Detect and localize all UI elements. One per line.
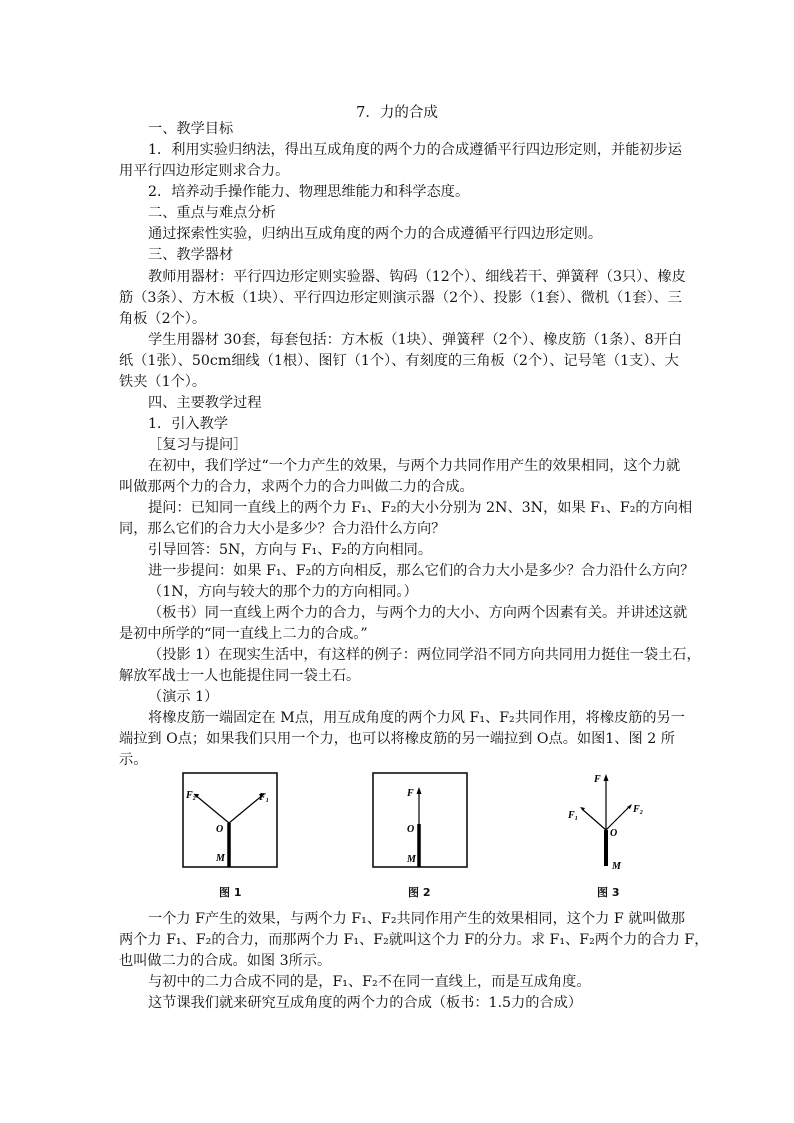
text-line: 四、主要教学过程 xyxy=(148,395,262,411)
label-o: O xyxy=(407,824,415,835)
label-f: F xyxy=(594,774,601,785)
text-line: 这节课我们就来研究互成角度的两个力的合成（板书：1.5力的合成） xyxy=(148,995,583,1011)
text-line: 通过探索性实验，归纳出互成角度的两个力的合成遵循平行四边形定则。 xyxy=(148,226,603,242)
text-line: 二、重点与难点分析 xyxy=(148,205,276,221)
text-line: （1N，方向与较大的那个力的方向相同。） xyxy=(148,584,418,600)
label-o: O xyxy=(610,828,618,839)
label-m: M xyxy=(216,853,225,864)
text-line: 铁夹（1个）。 xyxy=(119,374,207,390)
text-line: 用平行四边形定则求合力。 xyxy=(119,163,290,179)
label-m: M xyxy=(612,861,621,870)
text-line: 1．引入教学 xyxy=(148,416,228,432)
text-line: 也叫做二力的合成。如图 3所示。 xyxy=(119,953,332,969)
text-line: 是初中所学的“同一直线上二力的合成。” xyxy=(119,626,368,642)
figure-3 xyxy=(560,770,660,870)
text-line: （演示 1） xyxy=(148,689,219,705)
text-line: 叫做那两个力的合力，求两个力的合力叫做二力的合成。 xyxy=(119,479,474,495)
label-f2: F₂ xyxy=(186,790,197,801)
figure-3-caption: 图 3 xyxy=(597,886,620,899)
figure-2 xyxy=(370,770,470,870)
text-line: 引导回答：5N，方向与 F₁、F₂的方向相同。 xyxy=(148,542,433,558)
page-title: 7．力的合成 xyxy=(356,105,438,121)
text-line: 将橡皮筋一端固定在 M点，用互成角度的两个力风 F₁、F₂共同作用，将橡皮筋的另一 xyxy=(148,710,685,726)
label-f1: F₁ xyxy=(568,810,579,821)
label-o: O xyxy=(216,824,224,835)
label-f2: F₂ xyxy=(633,804,644,815)
text-line: 角板（2个）。 xyxy=(119,311,207,327)
label-f: F xyxy=(407,788,414,799)
text-line: 与初中的二力合成不同的是，F₁、F₂不在同一直线上，而是互成角度。 xyxy=(148,974,591,990)
text-line: 进一步提问：如果 F₁、F₂的方向相反，那么它们的合力大小是多少？合力沿什么方向？ xyxy=(148,563,695,579)
text-line: 解放军战士一人也能提住同一袋土石。 xyxy=(119,668,361,684)
text-line: 一、教学目标 xyxy=(148,121,234,137)
figure-2-caption: 图 2 xyxy=(408,886,431,899)
figure-1-caption: 图 1 xyxy=(219,886,242,899)
text-line: 两个力 F₁、F₂的合力，而那两个力 F₁、F₂就叫这个力 F的分力。求 F₁、F₂两个力的合力 F， xyxy=(119,932,709,948)
text-line: 一个力 F产生的效果，与两个力 F₁、F₂共同作用产生的效果相同，这个力 F 就叫做那 xyxy=(148,911,685,927)
label-f1: F₁ xyxy=(259,792,270,803)
text-line: 端拉到 O点；如果我们只用一个力，也可以将橡皮筋的另一端拉到 O点。如图1、图 2 所 xyxy=(119,731,675,747)
text-line: 教师用器材：平行四边形定则实验器、钩码（12个）、细线若干、弹簧秤（3只）、橡皮 xyxy=(148,269,686,285)
text-line: 2．培养动手操作能力、物理思维能力和科学态度。 xyxy=(148,184,470,200)
text-line: 1．利用实验归纳法，得出互成角度的两个力的合成遵循平行四边形定则，并能初步运 xyxy=(148,142,682,158)
text-line: 筋（3条）、方木板（1块）、平行四边形定则演示器（2个）、投影（1套）、微机（1套）、三 xyxy=(119,290,682,306)
text-line: （投影 1）在现实生活中，有这样的例子：两位同学沿不同方向共同用力挺住一袋土石， xyxy=(148,647,701,663)
text-line: 示。 xyxy=(119,752,148,768)
text-line: ［复习与提问］ xyxy=(148,437,248,453)
text-line: （板书）同一直线上两个力的合力，与两个力的大小、方向两个因素有关。并讲述这就 xyxy=(148,605,688,621)
text-line: 纸（1张）、50cm细线（1根）、图钉（1个）、有刻度的三角板（2个）、记号笔（1支）、大 xyxy=(119,353,679,369)
text-line: 提问：已知同一直线上的两个力 F₁、F₂的大小分别为 2N、3N，如果 F₁、F₂的方向相 xyxy=(148,500,693,516)
text-line: 学生用器材 30套，每套包括：方木板（1块）、弹簧秤（2个）、橡皮筋（1条）、8开白 xyxy=(148,332,682,348)
figure-1 xyxy=(180,770,280,870)
label-m: M xyxy=(407,854,416,865)
text-line: 三、教学器材 xyxy=(148,247,234,263)
text-line: 在初中，我们学过“一个力产生的效果，与两个力共同作用产生的效果相同，这个力就 xyxy=(148,458,681,474)
text-line: 同，那么它们的合力大小是多少？合力沿什么方向？ xyxy=(119,521,446,537)
